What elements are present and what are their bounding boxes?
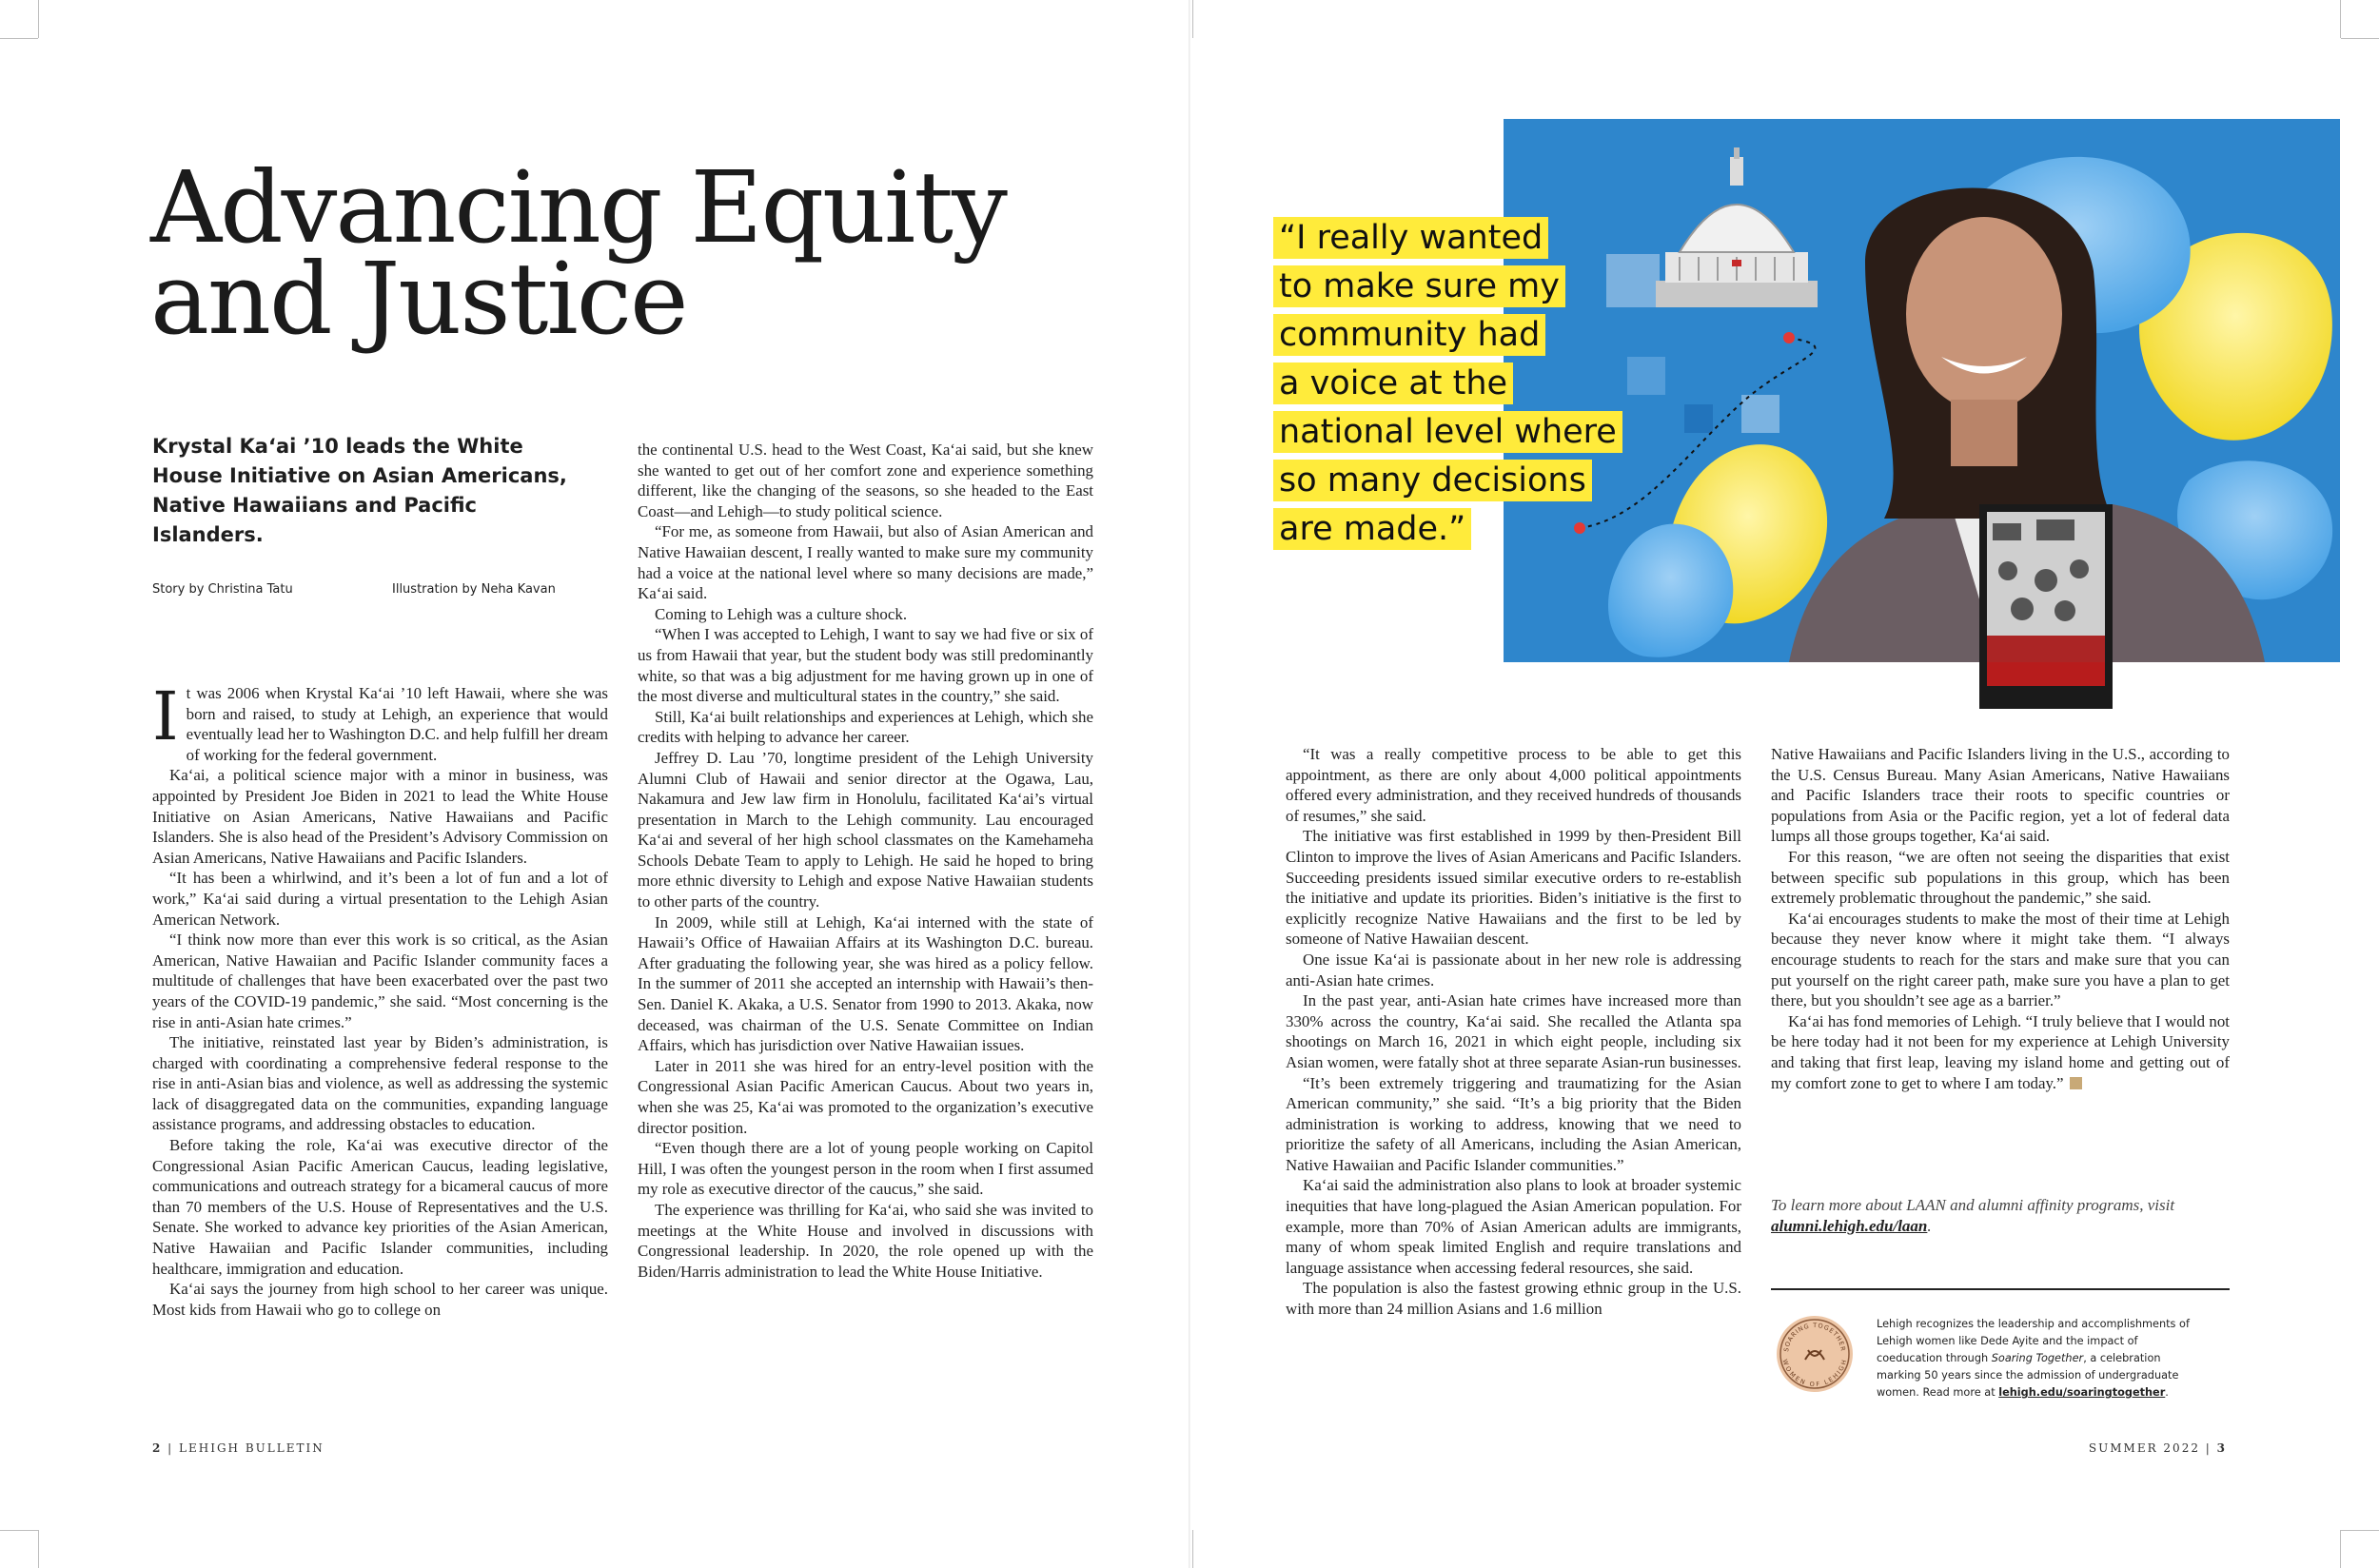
crop-mark bbox=[0, 38, 38, 39]
body-column-1 bbox=[152, 677, 608, 1320]
call-to-action: To learn more about LAAN and alumni affinity programs, visit alumni.lehigh.edu/laan. bbox=[1771, 1196, 2175, 1235]
title-line-1: Advancing Equity bbox=[150, 149, 1006, 265]
paragraph: Jeffrey D. Lau ’70, longtime president of the Lehigh University Alumni Club of Hawaii and senior director at the Ogawa, Lau, Nakamura and Jew law firm in Honolulu, facilitated Ka‘ai’s virtual presentation in March to the Lehigh community. Lau encouraged Ka‘ai and several of her high school classmates on the Kamehameha Schools Debate Team to apply to Lehigh. He said he hoped to bring more ethnic diversity to Lehigh and expose Native Hawaiian students to other parts of the country. bbox=[638, 748, 1093, 911]
badge-bottom-text: WOMEN OF LEHIGH bbox=[1780, 1358, 1849, 1389]
quote-line: to make sure my bbox=[1273, 265, 1565, 307]
quote-line: so many decisions bbox=[1273, 460, 1592, 501]
paragraph: The population is also the fastest growing ethnic group in the U.S. with more than 24 million Asians and 1.6 million bbox=[1286, 1279, 1741, 1319]
spread-gutter bbox=[1189, 0, 1190, 1568]
crop-mark bbox=[38, 1530, 39, 1568]
connector-dot bbox=[1783, 332, 1795, 343]
paragraph: For this reason, “we are often not seeing the disparities that exist between specific sub populations in this group, which has been extremely problematic throughout the pandemic,” she said. bbox=[1771, 847, 2230, 908]
paragraph: Before taking the role, Ka‘ai was executive director of the Congressional Asian Pacific American Caucus, leading legislative, communications and outreach strategy for a bicameral caucus of more than 70 members of the U.S. House of Representatives and the U.S. Senate. She worked to advance key priorities of the Asian American, Native Hawaiian and Pacific Islander communities, including healthcare, immigration and education. bbox=[152, 1136, 608, 1278]
pull-quote bbox=[1273, 214, 1692, 554]
paragraph: It was 2006 when Krystal Ka‘ai ’10 left Hawaii, where she was born and raised, to study at Lehigh, an experience that would eventually lead her to Washington D.C. and help fulfill her dream of working for the federal government. bbox=[152, 677, 608, 764]
quote-line: community had bbox=[1273, 314, 1545, 356]
svg-text:WOMEN OF LEHIGH bbox=[1780, 1359, 1848, 1389]
event-title: Soaring Together bbox=[1991, 1352, 2084, 1364]
paragraph: Still, Ka‘ai built relationships and experiences at Lehigh, which she credits with helping to advance her career. bbox=[638, 707, 1093, 747]
paragraph: Ka‘ai said the administration also plans to look at broader systemic inequities that have long-plagued the Asian American population. For example, more than 70% of Asian American adults are immigrants, many of whom speak limited English and require translations and language assistance when accessing federal resources, she said. bbox=[1286, 1176, 1741, 1277]
paragraph: Ka‘ai encourages students to make the most of their time at Lehigh because they never know where it might take them. “I always encourage students to reach for the stars and make sure that you can put yourself on the right career path, make sure you have a plan to get there, but you shouldn’t see age as a barrier.” bbox=[1771, 909, 2230, 1010]
paragraph: “Even though there are a lot of young people working on Capitol Hill, I was often the youngest person in the room when I first assumed my role as executive director of the caucus,” she said. bbox=[638, 1139, 1093, 1199]
body-column-2 bbox=[638, 440, 1093, 1282]
paragraph: “It’s been extremely triggering and traumatizing for the Asian American community,” she said. “It’s a big priority that the Biden administration is working to address, knowing that we need to prioritize the safety of all Americans, including the Asian American, Native Hawaiian and Pacific Islander communities.” bbox=[1286, 1073, 1741, 1174]
crop-mark bbox=[2340, 0, 2341, 38]
paragraph: “It has been a whirlwind, and it’s been a lot of fun and a lot of work,” Ka‘ai said during a virtual presentation to the Lehigh Asian American Network. bbox=[152, 869, 608, 929]
badge-top-text: SOARING TOGETHER bbox=[1782, 1321, 1847, 1353]
paragraph: Native Hawaiians and Pacific Islanders living in the U.S., according to the U.S. Census Bureau. Many Asian Americans, Native Hawaiians and Pacific Islanders trace their roots to specific countries or populations from Asia or the Pacific region, yet a lot of federal data lumps all those groups together, Ka‘ai said. bbox=[1771, 745, 2230, 846]
paragraph: the continental U.S. head to the West Coast, Ka‘ai said, but she knew she wanted to get out of her comfort zone and experience something different, like the changing of the seasons, so she headed to the East Coast—and Lehigh—to study political science. bbox=[638, 441, 1093, 520]
issue-label: SUMMER 2022 bbox=[2088, 1441, 2200, 1455]
crop-mark bbox=[0, 1530, 38, 1531]
article-deck: Krystal Ka‘ai ’10 leads the White House Initiative on Asian Americans, Native Hawaiians and Pacific Islanders. bbox=[152, 435, 567, 546]
paragraph: Ka‘ai has fond memories of Lehigh. “I truly believe that I would not be here today had it not been for my experience at Lehigh University and taking that first leap, leaving my island home and getting out of my comfort zone to get to where I am today.” bbox=[1771, 1011, 2230, 1092]
crop-mark bbox=[1192, 0, 1193, 38]
body-column-4 bbox=[1771, 744, 2230, 1093]
quote-line: are made.” bbox=[1273, 508, 1471, 550]
crop-mark bbox=[1192, 1530, 1193, 1568]
soaring-together-link[interactable]: lehigh.edu/soaringtogether bbox=[1998, 1386, 2166, 1399]
illustration-overflow bbox=[1504, 528, 2208, 709]
alumni-link[interactable]: alumni.lehigh.edu/laan bbox=[1771, 1217, 1928, 1235]
quote-line: national level where bbox=[1273, 411, 1622, 453]
publication-name: LEHIGH BULLETIN bbox=[179, 1441, 324, 1455]
crop-mark bbox=[2341, 1530, 2379, 1531]
body-column-3 bbox=[1286, 744, 1741, 1320]
quote-line: “I really wanted bbox=[1273, 217, 1548, 259]
crop-mark bbox=[2340, 1530, 2341, 1568]
soaring-together-badge-icon bbox=[1777, 1316, 1853, 1392]
paragraph: Ka‘ai, a political science major with a minor in business, was appointed by President Joe Biden in 2021 to lead the White House Initiative on Asian Americans, Native Hawaiians and Pacific Islanders. She is also head of the President’s Advisory Commission on Asian Americans, Native Hawaiians and Pacific Islanders. bbox=[152, 766, 608, 867]
quote-line: a voice at the bbox=[1273, 363, 1513, 404]
crop-mark bbox=[38, 0, 39, 38]
paragraph: The initiative was first established in 1999 by then-President Bill Clinton to improve the lives of Asian Americans and Pacific Islanders. Succeeding presidents issued similar executive orders to re-establish the initiative and update its priorities. Biden’s initiative is the first to explicitly recognize Native Hawaiians and the first to be led by someone of Native Hawaiian descent. bbox=[1286, 827, 1741, 949]
paragraph: Ka‘ai says the journey from high school to her career was unique. Most kids from Hawaii who go to college on bbox=[152, 1280, 608, 1319]
paragraph: Later in 2011 she was hired for an entry-level position with the Congressional Asian Pacific American Caucus. About two years in, when she was 25, Ka‘ai was promoted to the organization’s executive director position. bbox=[638, 1056, 1093, 1137]
paragraph: “It was a really competitive process to be able to get this appointment, as there are only about 4,000 political appointments offered every administration, and they received hundreds of thousands of resumes,” she said. bbox=[1286, 745, 1741, 825]
paragraph: “I think now more than ever this work is so critical, as the Asian American, Native Hawaiian and Pacific Islander community faces a multitude of challenges that have been exacerbated over the past two years of the COVID-19 pandemic,” she said. “Most concerning is the rise in anti-Asian hate crimes.” bbox=[152, 931, 608, 1031]
paragraph: In the past year, anti-Asian hate crimes have increased more than 330% across the country, Ka‘ai said. She recalled the Atlanta spa shootings on March 16, 2021 in which eight people, including six Asian women, were fatally shot at three separate Asian-run businesses. bbox=[1286, 991, 1741, 1071]
end-mark-icon bbox=[2070, 1077, 2082, 1089]
paragraph: “When I was accepted to Lehigh, I want to say we had five or six of us from Hawaii that year, but the student body was still predominantly white, so that was a big adjustment for me having grown up in one of the most diverse and multicultural states in the country,” she said. bbox=[638, 625, 1093, 706]
page-number: 2 bbox=[152, 1441, 163, 1455]
paragraph: One issue Ka‘ai is passionate about in her new role is addressing anti-Asian hate crimes. bbox=[1286, 950, 1741, 990]
paragraph: In 2009, while still at Lehigh, Ka‘ai interned with the state of Hawaii’s Office of Hawaiian Affairs at its Washington D.C. bureau. After graduating the following year, she was hired as a policy fellow. In the summer of 2011 she accepted an internship with Hawaii’s then-Sen. Daniel K. Akaka, a U.S. Senator from 1990 to 2013. Akaka, now deceased, was chairman of the U.S. Senate Committee on Indian Affairs, which has jurisdiction over Native Hawaiian issues. bbox=[638, 912, 1093, 1055]
paragraph: “For me, as someone from Hawaii, but also of Asian American and Native Hawaiian descent, I really wanted to make sure my community had a voice at the national level where so many decisions are made,” Ka‘ai said. bbox=[638, 522, 1093, 603]
paragraph: Coming to Lehigh was a culture shock. bbox=[655, 604, 908, 623]
paragraph: The experience was thrilling for Ka‘ai, who said she was invited to meetings at the White House and involved in discussions with Congressional leadership. In 2020, the role opened up with the Biden/Harris administration to lead the White House Initiative. bbox=[638, 1200, 1093, 1281]
drop-cap: I bbox=[152, 677, 179, 755]
crop-mark bbox=[2341, 38, 2379, 39]
svg-text:SOARING TOGETHER bbox=[1782, 1322, 1847, 1352]
story-credit: Story by Christina Tatu bbox=[152, 582, 293, 597]
sidebar-rule bbox=[1771, 1288, 2230, 1290]
page-number: 3 bbox=[2216, 1441, 2227, 1455]
folio-right: SUMMER 2022 | 3 bbox=[2088, 1441, 2227, 1455]
illustration-credit: Illustration by Neha Kavan bbox=[392, 582, 556, 597]
article-title bbox=[150, 149, 1064, 357]
title-line-2: and Justice bbox=[150, 241, 687, 357]
paragraph: The initiative, reinstated last year by Biden’s administration, is charged with coordinating a comprehensive federal response to the rise in anti-Asian bias and violence, as well as addressing the systemic lack of disaggregated data on the communities, expanding language assistance programs, and addressing obstacles to education. bbox=[152, 1033, 608, 1134]
folio-left: 2 | LEHIGH BULLETIN bbox=[152, 1441, 324, 1455]
sidebar-note: Lehigh recognizes the leadership and accomplishments of Lehigh women like Dede Ayite and the impact of coeducation through Soaring Together, a celebration marking 50 years since the admission of undergraduate women. Read more at lehigh.edu/soaringtogether. bbox=[1877, 1318, 2190, 1399]
